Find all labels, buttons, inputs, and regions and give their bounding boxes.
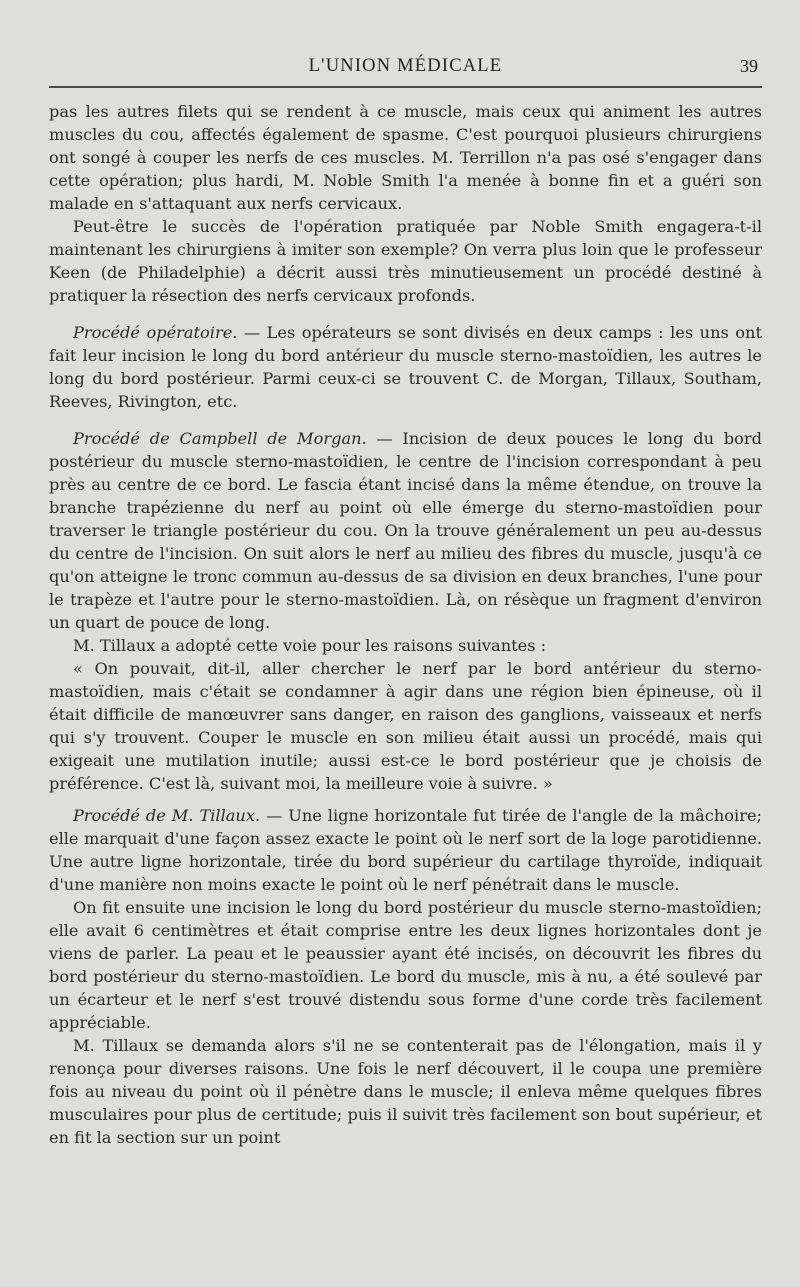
article-body: [49, 100, 762, 1149]
page-number: 39: [740, 56, 758, 76]
paragraph-procede-tillaux: [49, 804, 762, 896]
paragraph-continuation: pas les autres filets qui se rendent à ce muscle, mais ceux qui animent les autres muscles du cou, affectés également de spasme. C'est pourquoi plusieurs chirurgiens ont songé à couper les nerfs de ces muscles. M. Terrillon n'a pas osé s'engager dans cette opération; plus hardi, M. Noble Smith l'a menée à bonne fin et a guéri son malade en s'attaquant aux nerfs cervicaux.: [49, 102, 762, 213]
page-header: [49, 56, 762, 88]
subhead-procede-operatoire: Procédé opératoire.: [73, 323, 238, 342]
subhead-procede-tillaux: Procédé de M. Tillaux.: [73, 806, 261, 825]
paragraph-tillaux-raisons: M. Tillaux a adopté cette voie pour les raisons suivantes :: [73, 636, 547, 655]
text-campbell-de-morgan: — Incision de deux pouces le long du bord postérieur du muscle sterno-mastoïdien, le centre de l'incision correspondant à peu près au centre de ce bord. Le fascia étant incisé dans la même étendue, on trouve la branche trapézienne du nerf au point où elle émerge du sterno-mastoïdien pour traverser le triangle postérieur du cou. On la trouve généralement un peu au-dessus du centre de l'incision. On suit alors le nerf au milieu des fibres du muscle, jusqu'à ce qu'on atteigne le tronc commun au-dessus de sa division en deux branches, l'une pour le trapèze et l'autre pour le sterno-mastoïdien. Là, on résèque un fragment d'environ un quart de pouce de long.: [49, 429, 762, 632]
paragraph-procede-operatoire: [49, 321, 762, 413]
subhead-campbell-de-morgan: Procédé de Campbell de Morgan.: [73, 429, 367, 448]
paragraph-incision: On fit ensuite une incision le long du bord postérieur du muscle sterno-mastoïdien; elle avait 6 centimètres et était comprise entre les deux lignes horizontales dont je viens de parler. La peau et le peaussier ayant été incisés, on découvrit les fibres du bord postérieur du sterno-mastoïdien. Le bord du muscle, mis à nu, a été soulevé par un écarteur et le nerf s'est trouvé distendu sous forme d'une corde très facilement appréciable.: [49, 898, 762, 1032]
paragraph-elongation: M. Tillaux se demanda alors s'il ne se contenterait pas de l'élongation, mais il y renonça pour diverses raisons. Une fois le nerf découvert, il le coupa une première fois au niveau du point où il pénètre dans le muscle; il enleva même quelques fibres musculaires pour plus de certitude; puis il suivit très facilement son bout supérieur, et en fit la section sur un point: [49, 1036, 762, 1147]
paragraph-noble-smith: Peut-être le succès de l'opération pratiquée par Noble Smith engagera-t-il maintenant les chirurgiens à imiter son exemple? On verra plus loin que le professeur Keen (de Philadelphie) a décrit aussi très minutieusement un procédé destiné à pratiquer la résection des nerfs cervicaux profonds.: [49, 217, 762, 305]
text-procede-operatoire: — Les opérateurs se sont divisés en deux camps : les uns ont fait leur incision le long du bord antérieur du muscle sterno-mastoïdien, les autres le long du bord postérieur. Parmi ceux-ci se trouvent C. de Morgan, Tillaux, Southam, Reeves, Rivington, etc.: [49, 323, 762, 411]
text-procede-tillaux: — Une ligne horizontale fut tirée de l'angle de la mâchoire; elle marquait d'une façon assez exacte le point où le nerf sort de la loge parotidienne. Une autre ligne horizontale, tirée du bord supérieur du cartilage thyroïde, indiquait d'une manière non moins exacte le point où le nerf pénétrait dans le muscle.: [49, 806, 762, 894]
paragraph-tillaux-quote: « On pouvait, dit-il, aller chercher le nerf par le bord antérieur du sterno-mastoïdien, mais c'était se condamner à agir dans une région bien épineuse, où il était difficile de manœuvrer sans danger, en raison des ganglions, vaisseaux et nerfs qui s'y trouvent. Couper le muscle en son milieu était aussi un procédé, mais qui exigeait une mutilation inutile; aussi est-ce le bord postérieur que je choisis de préférence. C'est là, suivant moi, la meilleure voie à suivre. »: [49, 659, 762, 793]
paragraph-campbell-de-morgan: [49, 427, 762, 634]
running-title: L'UNION MÉDICALE: [308, 56, 503, 76]
